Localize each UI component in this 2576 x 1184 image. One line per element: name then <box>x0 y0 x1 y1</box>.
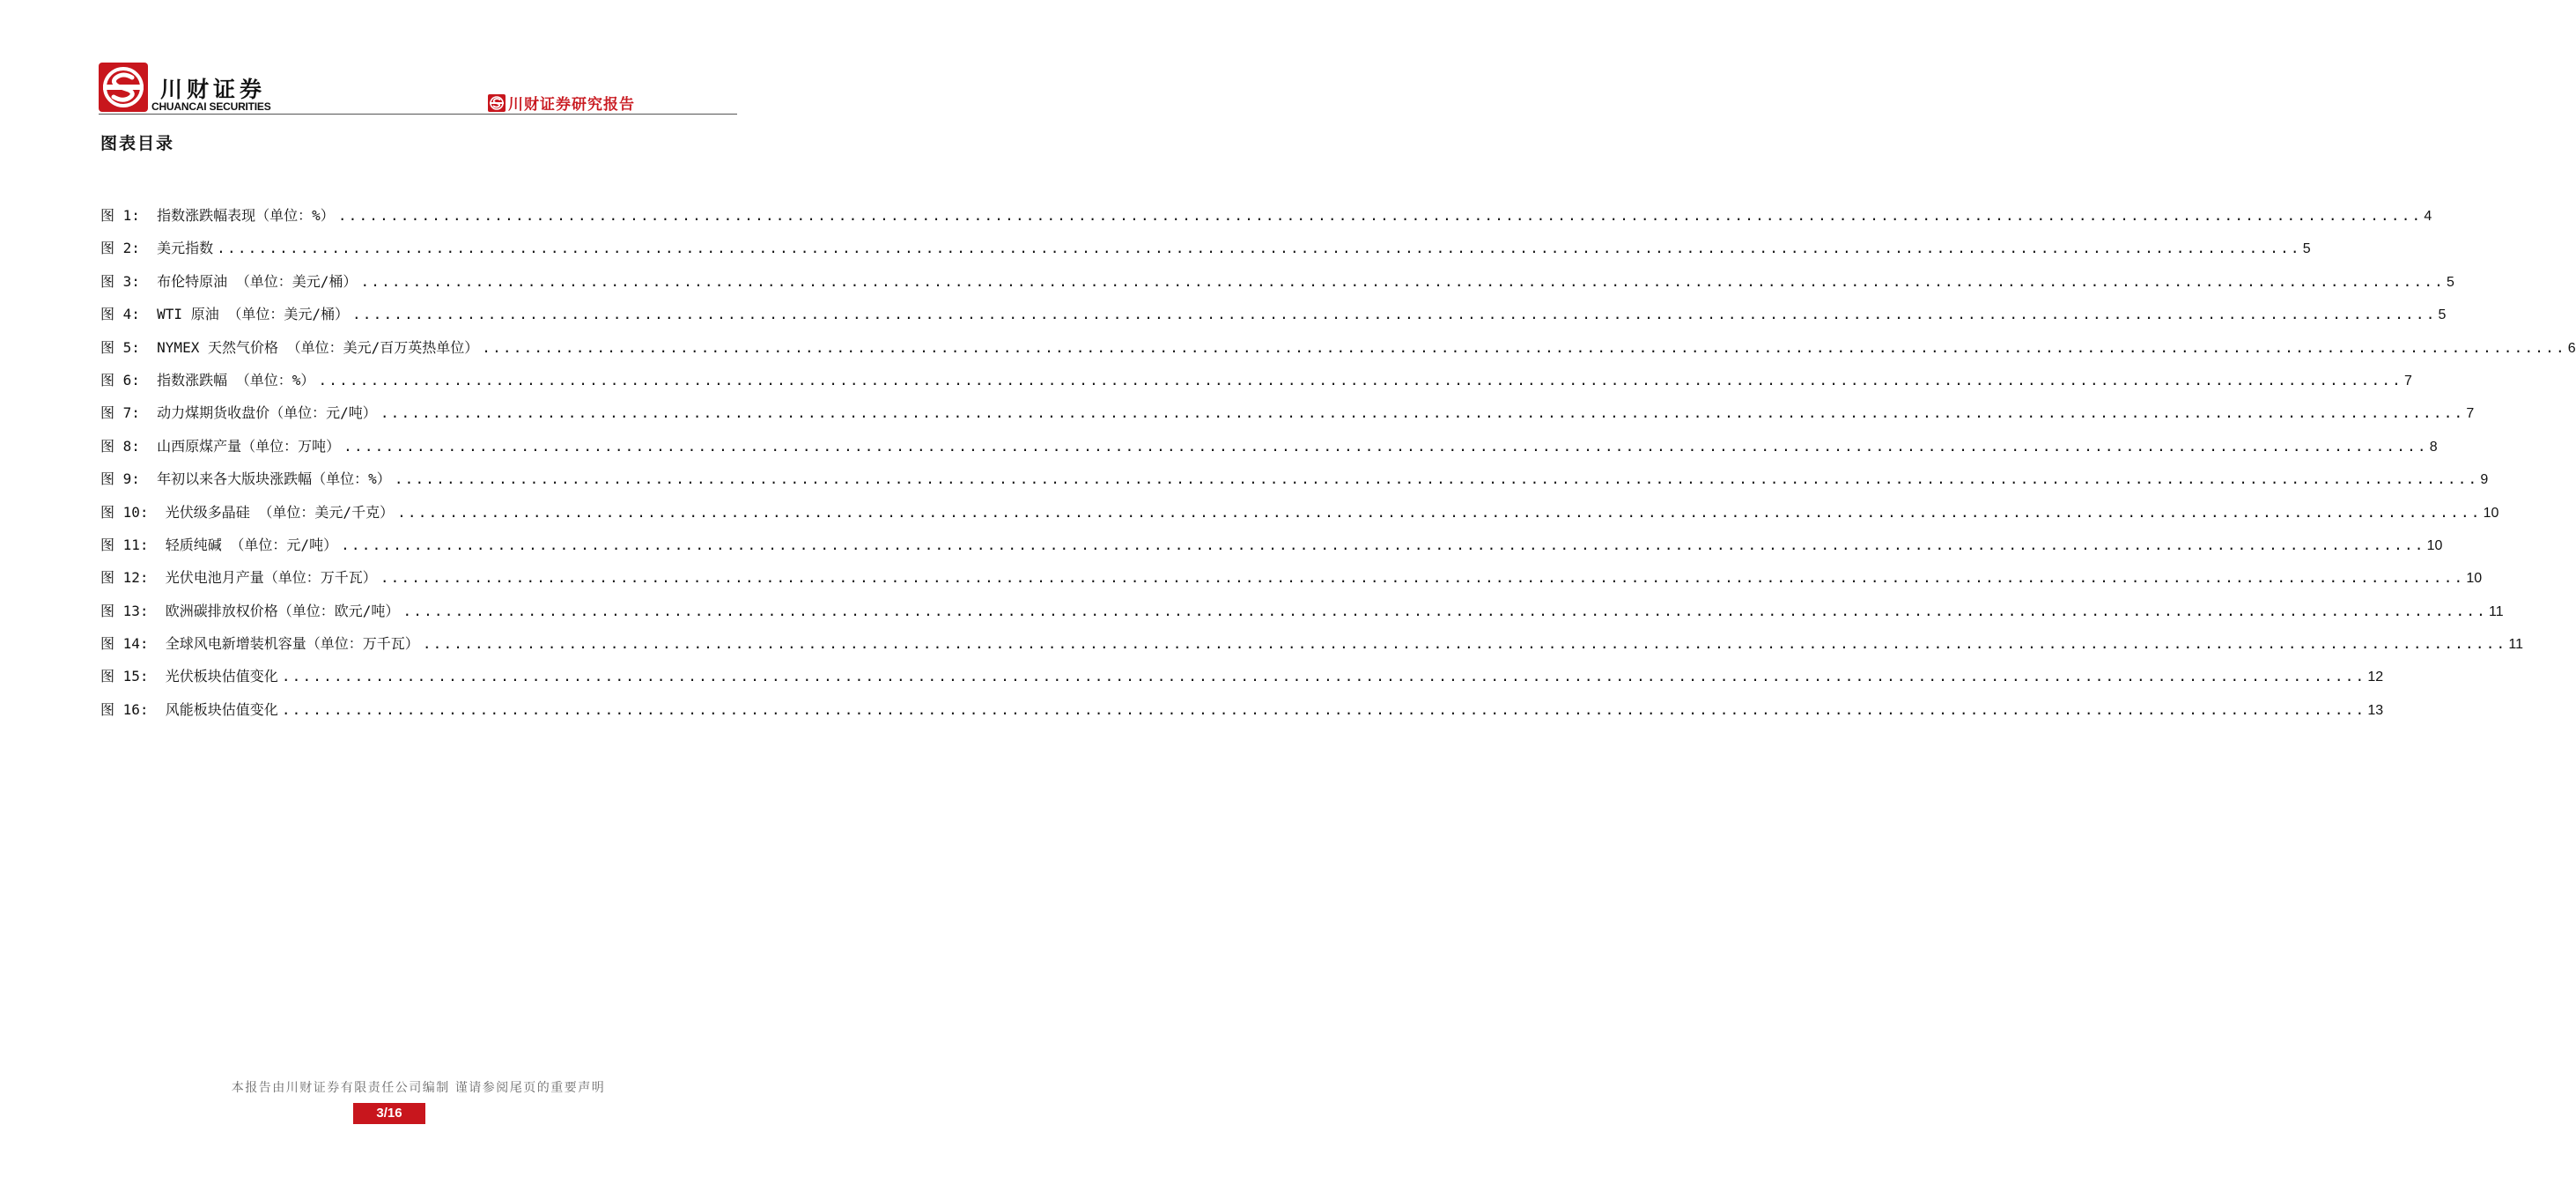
footer-disclaimer: 本报告由川财证券有限责任公司编制 谨请参阅尾页的重要声明 <box>231 1081 606 1095</box>
toc-entry-label: 图 15: 光伏板块估值变化 <box>100 668 278 685</box>
toc-entry[interactable] <box>100 699 2384 731</box>
toc-dot-leader: ........................................................................................................................................................................................................ <box>482 338 2566 356</box>
toc-entry-page: 9 <box>2480 472 2489 488</box>
toc-entry[interactable] <box>100 402 2475 434</box>
toc-list <box>100 204 2576 731</box>
toc-entry[interactable] <box>100 435 2438 468</box>
page-number-badge: 3/16 <box>353 1103 425 1124</box>
toc-entry[interactable] <box>100 337 2576 369</box>
toc-entry[interactable] <box>100 633 2523 665</box>
toc-entry[interactable] <box>100 204 2432 237</box>
toc-entry-label: 图 12: 光伏电池月产量（单位：万千瓦） <box>100 569 377 587</box>
toc-entry-page: 5 <box>2447 274 2454 290</box>
toc-dot-leader: ........................................................................................................................................................................................................ <box>394 470 2479 488</box>
toc-dot-leader: ........................................................................................................................................................................................................ <box>281 700 2366 718</box>
toc-entry-page: 10 <box>2466 571 2483 587</box>
toc-entry-label: 图 7: 动力煤期货收盘价（单位：元/吨） <box>100 404 377 422</box>
toc-entry-label: 图 13: 欧洲碳排放权价格（单位：欧元/吨） <box>100 602 400 619</box>
toc-entry-label: 图 11: 轻质纯碱 （单位：元/吨） <box>100 536 338 553</box>
report-label-text: 川财证券研究报告 <box>508 96 635 114</box>
toc-entry[interactable] <box>100 369 2412 402</box>
toc-dot-leader: ........................................................................................................................................................................................................ <box>343 437 2428 455</box>
toc-dot-leader: ........................................................................................................................................................................................................ <box>337 207 2423 224</box>
toc-entry-page: 6 <box>2567 340 2576 356</box>
toc-entry-label: 图 6: 指数涨跌幅 （单位：%） <box>100 371 315 388</box>
toc-dot-leader: ........................................................................................................................................................................................................ <box>318 371 2403 388</box>
toc-entry-page: 4 <box>2424 209 2432 224</box>
toc-dot-leader: ........................................................................................................................................................................................................ <box>380 569 2465 587</box>
toc-entry-label: 图 5: NYMEX 天然气价格 （单位：美元/百万英热单位） <box>100 338 479 356</box>
toc-entry[interactable] <box>100 566 2483 599</box>
toc-entry-page: 10 <box>2426 537 2443 553</box>
toc-entry-page: 8 <box>2429 439 2438 455</box>
toc-entry-label: 图 14: 全球风电新增装机容量（单位：万千瓦） <box>100 635 419 653</box>
brand-name-en: CHUANCAI SECURITIES <box>151 100 271 113</box>
toc-entry-label: 图 9: 年初以来各大版块涨跌幅（单位：%） <box>100 470 391 488</box>
toc-entry[interactable] <box>100 270 2454 303</box>
toc-entry-page: 10 <box>2483 505 2499 521</box>
toc-entry-page: 11 <box>2508 637 2523 653</box>
toc-entry-page: 5 <box>2302 241 2311 257</box>
toc-entry-page: 13 <box>2367 702 2384 718</box>
toc-entry[interactable] <box>100 468 2489 500</box>
toc-entry[interactable] <box>100 501 2499 534</box>
brand-name-cn: 川财证券 <box>160 77 267 102</box>
toc-entry-label: 图 3: 布伦特原油 （单位：美元/桶） <box>100 272 358 290</box>
report-label <box>488 92 635 114</box>
toc-dot-leader: ........................................................................................................................................................................................................ <box>281 668 2366 685</box>
toc-entry-label: 图 1: 指数涨跌幅表现（单位：%） <box>100 207 335 224</box>
toc-entry-page: 5 <box>2438 307 2447 323</box>
toc-dot-leader: ........................................................................................................................................................................................................ <box>217 240 2301 257</box>
toc-entry[interactable] <box>100 534 2443 566</box>
toc-entry-label: 图 8: 山西原煤产量（单位：万吨） <box>100 437 341 455</box>
toc-entry-page: 12 <box>2367 670 2384 685</box>
toc-entry-page: 11 <box>2489 603 2504 619</box>
toc-entry-label: 图 10: 光伏级多晶硅 （单位：美元/千克） <box>100 503 395 521</box>
toc-entry-page: 7 <box>2404 373 2412 388</box>
toc-dot-leader: ........................................................................................................................................................................................................ <box>402 602 2487 619</box>
toc-dot-leader: ........................................................................................................................................................................................................ <box>341 536 2425 553</box>
toc-dot-leader: ........................................................................................................................................................................................................ <box>422 635 2507 653</box>
toc-entry[interactable] <box>100 303 2447 336</box>
toc-entry-label: 图 2: 美元指数 <box>100 240 214 257</box>
toc-entry-label: 图 4: WTI 原油 （单位：美元/桶） <box>100 306 349 323</box>
chuancai-logo-icon <box>99 63 148 112</box>
chuancai-mini-logo-icon <box>488 94 506 112</box>
toc-dot-leader: ........................................................................................................................................................................................................ <box>397 503 2482 521</box>
toc-entry[interactable] <box>100 600 2504 633</box>
header-divider <box>99 114 737 115</box>
toc-entry-label: 图 16: 风能板块估值变化 <box>100 700 278 718</box>
toc-dot-leader: ........................................................................................................................................................................................................ <box>360 272 2445 290</box>
toc-dot-leader: ........................................................................................................................................................................................................ <box>351 306 2437 323</box>
toc-entry[interactable] <box>100 237 2311 270</box>
toc-entry-page: 7 <box>2466 406 2475 422</box>
toc-entry[interactable] <box>100 665 2384 698</box>
toc-dot-leader: ........................................................................................................................................................................................................ <box>380 404 2465 422</box>
toc-title: 图表目录 <box>100 134 175 153</box>
